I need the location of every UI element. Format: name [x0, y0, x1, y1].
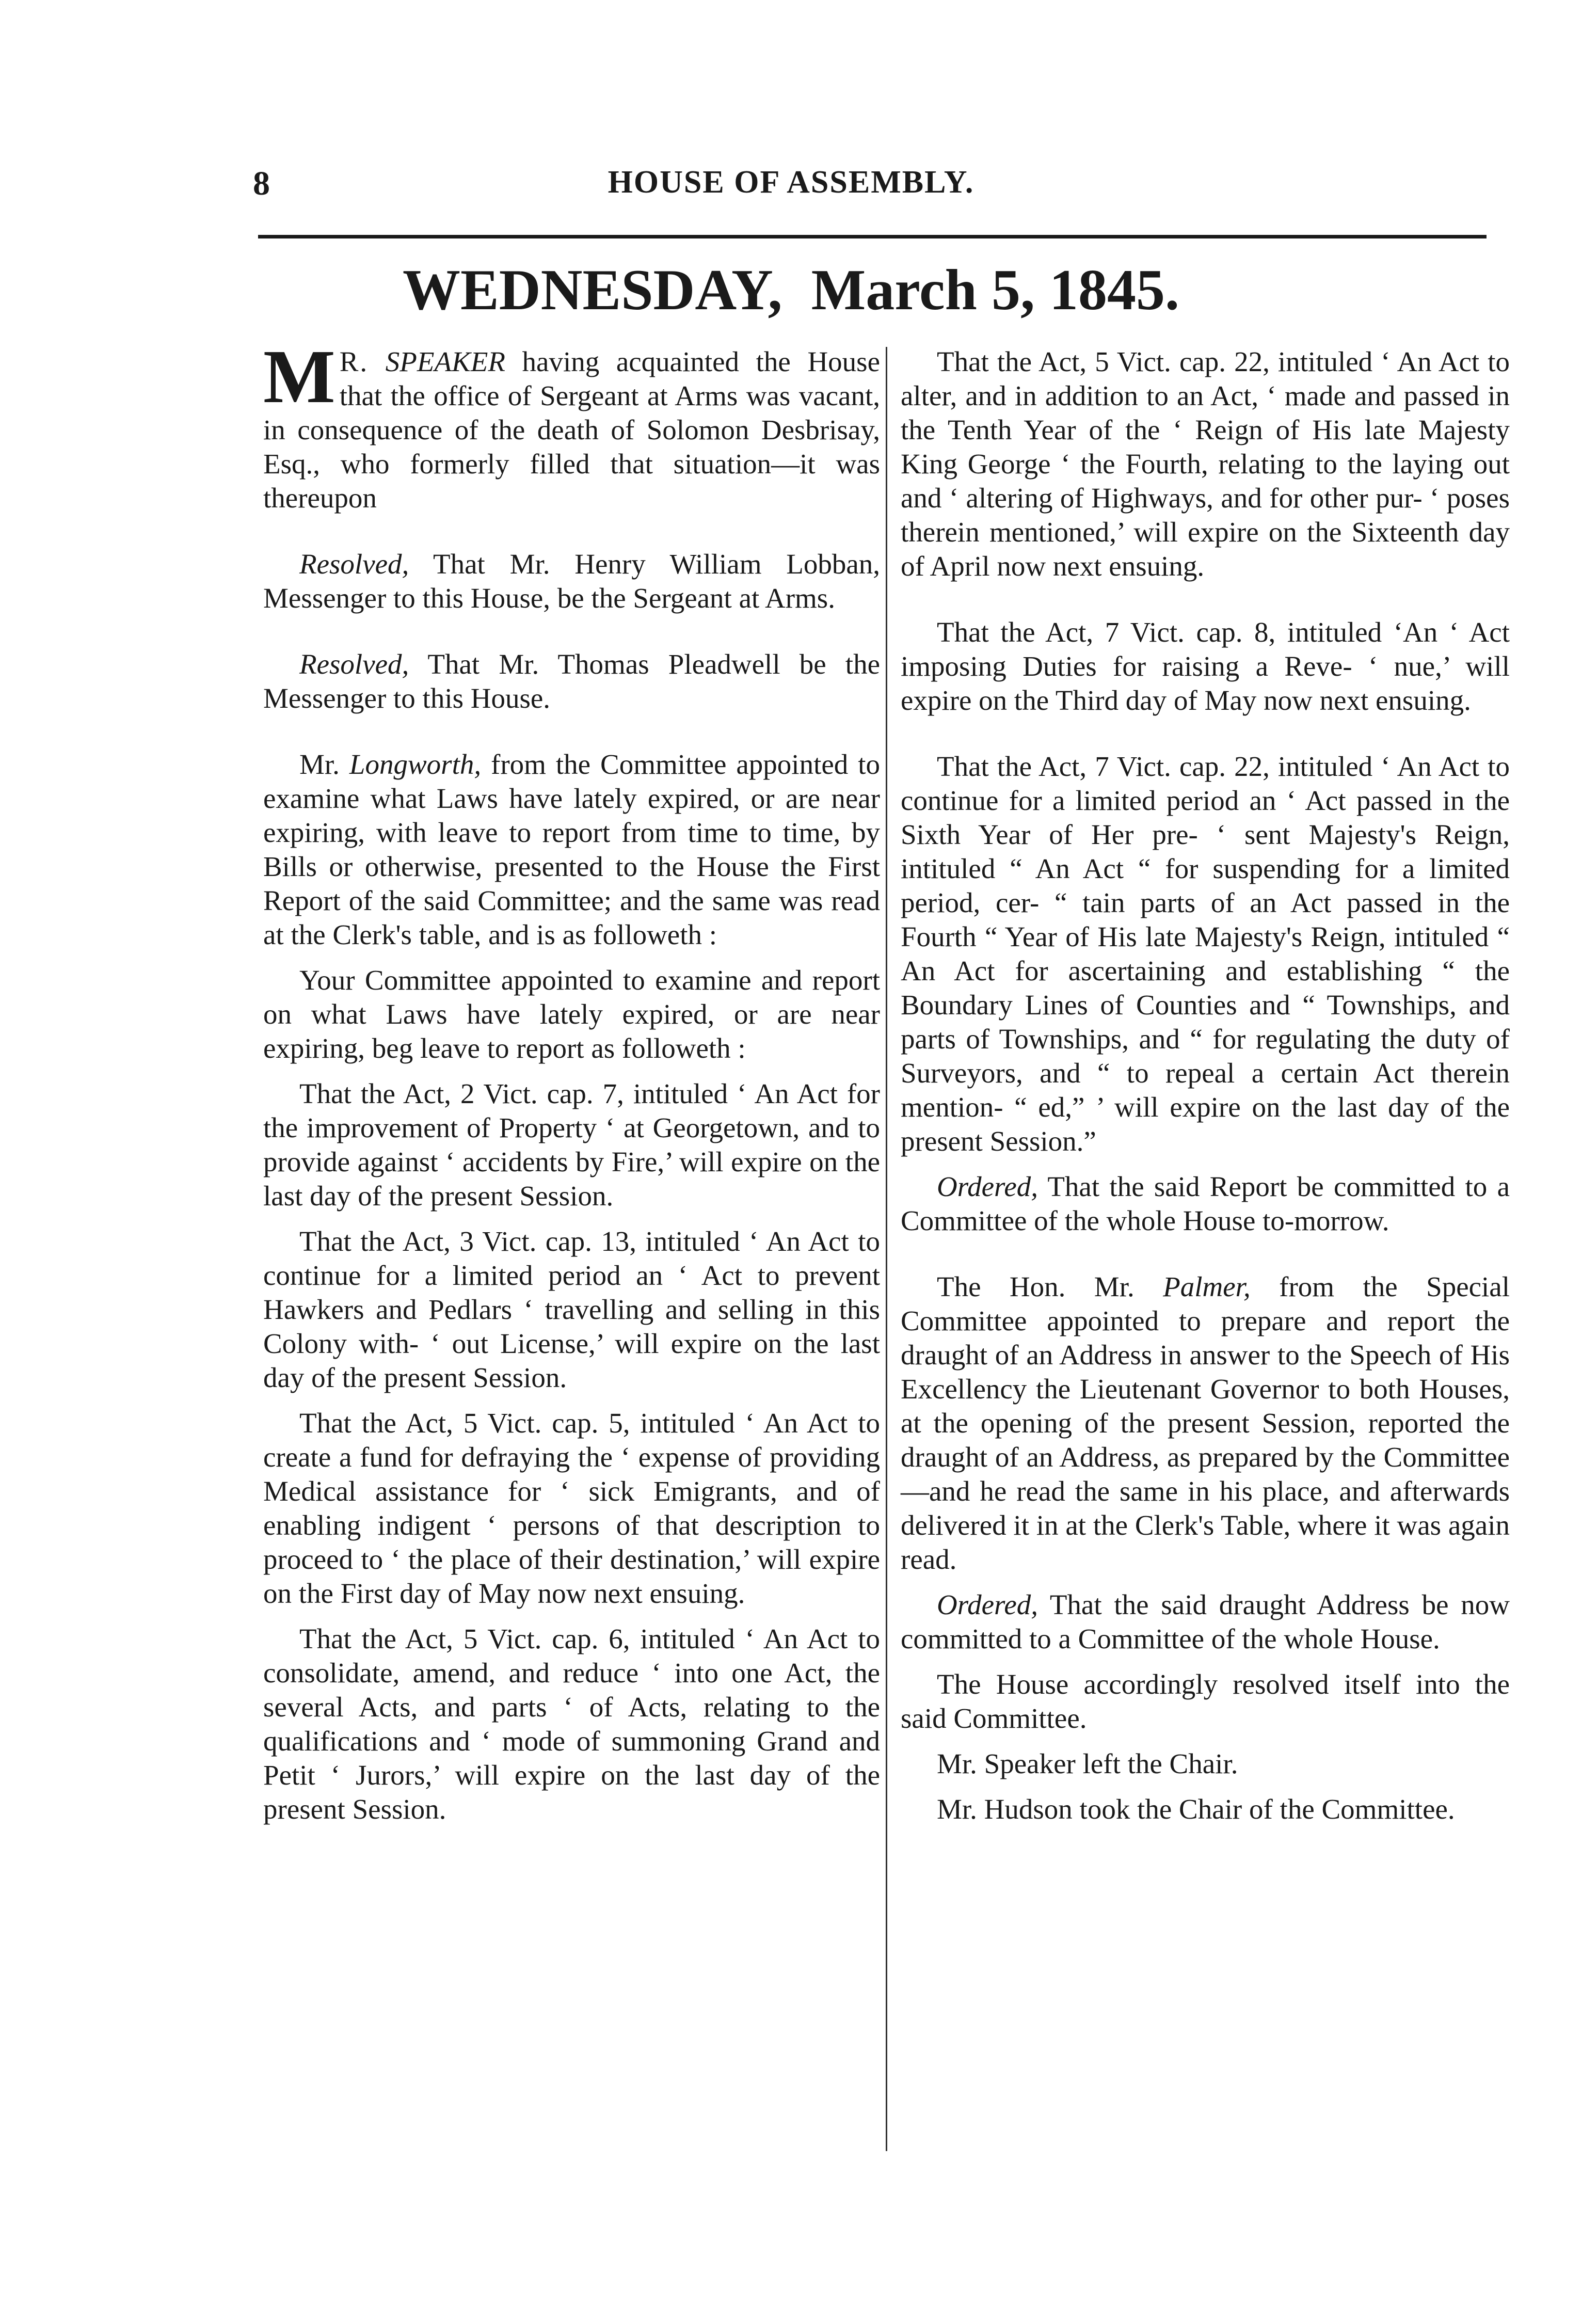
right-column	[901, 345, 1510, 1838]
paragraph-act-7-vict-22: That the Act, 7 Vict. cap. 22, intituled ‘ An Act to continue for a limited period an ‘ Act passed in the Sixth Year of Her pre- ‘ sent Majesty's Reign, intituled “ An Act “ for suspending for a limited period, cer- “ tain parts of an Act passed in the Fourth “ Year of His late Majesty's Reign, intituled “ An Act for ascertaining and establishing “ the Boundary Lines of Counties and “ Townships, and parts of Townships, and “ for regulating the duty of Surveyors, and “ to repeal a certain Act therein mention- “ ed,” ’ will expire on the last day of the present Session.”	[901, 751, 1510, 1157]
paragraph-ordered-report	[901, 1170, 1510, 1238]
date-heading-date: March 5, 1845.	[811, 258, 1179, 322]
lead-text: R.	[339, 346, 369, 377]
prefix-text: Mr.	[299, 749, 349, 780]
paragraph-speaker-notice	[263, 335, 880, 515]
paragraph-act-2-vict-7: That the Act, 2 Vict. cap. 7, intituled ‘ An Act for the improvement of Property ‘ at Georgetown, and to provide against ‘ accidents by Fire,’ will expire on the last day of the present Session.	[263, 1078, 880, 1212]
paragraph-act-5-vict-5: That the Act, 5 Vict. cap. 5, intituled ‘ An Act to create a fund for defraying the ‘ expense of providing Medical assistance for ‘ sick Emigrants, and of enabling indigent ‘ persons of that description to proceed to ‘ the place of their destination,’ will expire on the First day of May now next ensuing.	[263, 1407, 880, 1609]
paragraph-act-5-vict-22: That the Act, 5 Vict. cap. 22, intituled ‘ An Act to alter, and in addition to an Act, ‘ made and passed in the Tenth Year of the ‘ Reign of His late Majesty King George ‘ the Fourth, relating to the laying out and ‘ altering of Highways, and for other pur- ‘ poses therein mentioned,’ will expire on the Sixteenth day of April now next ensuing.	[901, 346, 1510, 582]
paragraph-text: That the said Report be committed to a Committee of the whole House to-morrow.	[901, 1171, 1510, 1236]
left-column	[263, 335, 881, 1838]
paragraph-hudson-chair: Mr. Hudson took the Chair of the Committee.	[937, 1793, 1455, 1825]
running-head: HOUSE OF ASSEMBLY.	[608, 165, 974, 200]
resolved-label: Resolved,	[299, 548, 409, 580]
member-name: Palmer,	[1163, 1271, 1251, 1302]
paragraph-ordered-address	[901, 1588, 1510, 1656]
paragraph-act-3-vict-13: That the Act, 3 Vict. cap. 13, intituled ‘ An Act to continue for a limited period an ‘ Act to prevent Hawkers and Pedlars ‘ travelling and selling in this Colony with- ‘ out License,’ will expire on the last day of the present Session.	[263, 1225, 880, 1393]
paragraph-resolved-sergeant	[263, 547, 880, 615]
date-heading	[0, 257, 1582, 324]
ordered-label: Ordered,	[937, 1171, 1038, 1202]
paragraph-committee-report: Your Committee appointed to examine and report on what Laws have lately expired, or are near expiring, beg leave to report as followeth :	[263, 964, 880, 1064]
date-heading-weekday: WEDNESDAY,	[403, 258, 782, 322]
paragraph-text: having acquainted the House that the office of Sergeant at Arms was vacant, in consequence of the death of Solomon Desbrisay, Esq., who formerly filled that situation—it was thereupon	[263, 346, 880, 514]
paragraph-text: That Mr. Henry William Lobban, Messenger to this House, be the Sergeant at Arms.	[263, 548, 880, 614]
paragraph-resolved-messenger	[263, 647, 880, 715]
paragraph-act-5-vict-6: That the Act, 5 Vict. cap. 6, intituled ‘ An Act to consolidate, amend, and reduce ‘ into one Act, the several Acts, and parts ‘ of Acts, relating to the qualifications and ‘ mode of summoning Grand and Petit ‘ Jurors,’ will expire on the last day of the present Session.	[263, 1623, 880, 1825]
drop-cap: M	[263, 335, 335, 419]
paragraph-text: That Mr. Thomas Pleadwell be the Messenger to this House.	[263, 648, 880, 714]
paragraph-text: from the Committee appointed to examine what Laws have lately expired, or are near expiring, with leave to report from time to time, by Bills or otherwise, presented to the House the First Report of the said Committee; and the same was read at the Clerk's table, and is as followeth :	[263, 749, 881, 950]
paragraph-text: That the said draught Address be now committed to a Committee of the whole House.	[901, 1589, 1510, 1654]
paragraph-longworth-report	[263, 747, 880, 952]
header-rule	[258, 235, 1487, 238]
ordered-label: Ordered,	[937, 1589, 1038, 1620]
paragraph-house-resolved: The House accordingly resolved itself into the said Committee.	[901, 1668, 1510, 1734]
speaker-word: SPEAKER	[385, 346, 505, 377]
prefix-text: The Hon. Mr.	[937, 1271, 1163, 1302]
paragraph-palmer-address	[901, 1270, 1510, 1577]
column-divider	[886, 347, 887, 2151]
page-number: 8	[253, 165, 270, 202]
paragraph-act-7-vict-8: That the Act, 7 Vict. cap. 8, intituled ‘An ‘ Act imposing Duties for raising a Reve- ‘ nue,’ will expire on the Third day of May now next ensuing.	[901, 616, 1510, 716]
paragraph-speaker-left: Mr. Speaker left the Chair.	[937, 1748, 1238, 1779]
resolved-label: Resolved,	[299, 648, 409, 680]
paragraph-text: from the Special Committee appointed to prepare and report the draught of an Address in answer to the Speech of His Excellency the Lieutenant Governor to both Houses, at the opening of the present Session, reported the draught of an Address, as prepared by the Committee—and he read the same in his place, and afterwards delivered it in at the Clerk's Table, where it was again read.	[901, 1271, 1510, 1575]
member-name: Longworth,	[349, 749, 482, 780]
